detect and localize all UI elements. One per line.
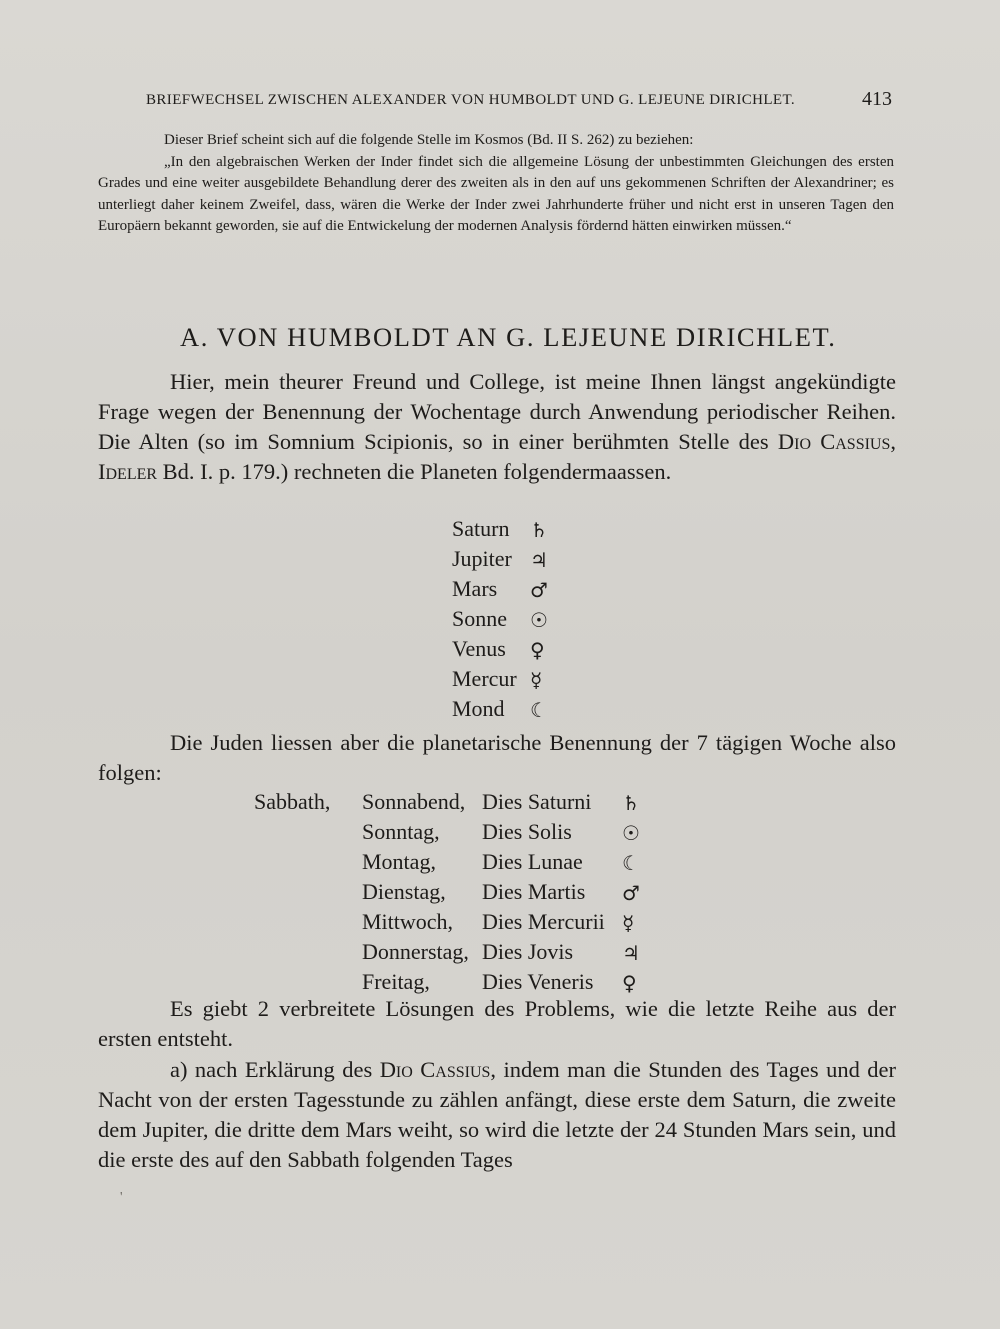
venus-icon: ♀ (622, 971, 637, 995)
weekday-german: Donnerstag, (362, 939, 469, 964)
weekday-row (254, 879, 654, 909)
mars-icon: ♂ (530, 578, 548, 602)
weekday-latin: Dies Mercurii (482, 909, 605, 934)
weekday-latin: Dies Solis (482, 819, 572, 844)
saturn-icon: ♄ (622, 791, 640, 815)
paragraph-text: Bd. I. p. 179.) rechneten die Planeten folgendermaassen. (157, 459, 672, 484)
running-head (146, 88, 896, 110)
planet-name: Venus (452, 636, 506, 661)
venus-icon: ♀ (530, 638, 545, 662)
moon-icon: ☾ (622, 851, 640, 875)
weekday-latin: Dies Lunae (482, 849, 583, 874)
running-title: BRIEFWECHSEL ZWISCHEN ALEXANDER VON HUMBOLDT UND G. LEJEUNE DIRICHLET. (146, 92, 796, 108)
planet-name: Mond (452, 696, 505, 721)
mars-icon: ♂ (622, 881, 640, 905)
weekday-row (254, 789, 654, 819)
mercury-icon: ☿ (530, 668, 543, 692)
weekday-german: Sonntag, (362, 819, 440, 844)
paragraph-text: Hier, mein theurer Freund und College, ist meine Ihnen längst angekündigte Frage wegen der Benennung der Wochentage durch Anwendung periodischer Reihen. Die Alten (so im Somnium Scipionis, so in einer berühmten Stelle des (98, 369, 896, 454)
weekday-german: Dienstag, (362, 879, 446, 904)
saturn-icon: ♄ (530, 518, 548, 542)
jupiter-icon: ♃ (622, 941, 640, 965)
footnote-intro: Dieser Brief scheint sich auf die folgende Stelle im Kosmos (Bd. II S. 262) zu beziehen: (164, 132, 694, 148)
name-dio-cassius: Dio Cassius (379, 1057, 491, 1082)
mercury-icon: ☿ (622, 911, 635, 935)
footnote (98, 130, 894, 238)
paragraph-intro (98, 367, 896, 487)
weekday-latin: Dies Jovis (482, 939, 574, 964)
planet-name: Jupiter (452, 546, 512, 571)
stray-mark: ' (120, 1190, 123, 1205)
paragraph-solution-a (98, 1055, 896, 1175)
name-ideler: Ideler (98, 459, 158, 484)
weekday-latin: Dies Veneris (482, 969, 594, 994)
planet-name: Saturn (452, 516, 510, 541)
planet-name: Mars (452, 576, 498, 601)
jupiter-icon: ♃ (530, 548, 548, 572)
name-dio-cassius: Dio Cassius (777, 429, 891, 454)
weekday-german: Sonnabend, (362, 789, 466, 814)
planet-name: Sonne (452, 606, 507, 631)
weekday-row (254, 939, 654, 969)
weekday-latin: Dies Martis (482, 879, 586, 904)
weekday-latin: Dies Saturni (482, 789, 592, 814)
paragraph-text: a) nach Erklärung des (170, 1057, 380, 1082)
paragraph-solutions: Es giebt 2 verbreitete Lösungen des Problems, wie die letzte Reihe aus der ersten entsteht. (98, 996, 896, 1051)
weekday-german: Montag, (362, 849, 436, 874)
page-number: 413 (862, 88, 892, 110)
weekday-hebrew: Sabbath, (254, 789, 331, 814)
sun-icon: ☉ (530, 608, 548, 632)
weekday-row (254, 909, 654, 939)
weekday-row (254, 849, 654, 879)
sun-icon: ☉ (622, 821, 640, 845)
letter-heading: A. VON HUMBOLDT AN G. LEJEUNE DIRICHLET. (180, 322, 837, 352)
paragraph-text: , (890, 429, 897, 454)
weekday-german: Freitag, (362, 969, 430, 994)
moon-icon: ☾ (530, 698, 548, 722)
planet-name: Mercur (452, 666, 517, 691)
weekday-row (254, 819, 654, 849)
paragraph-text: , indem man die Stunden des Tages und der Nacht von der ersten Tagesstunde zu zählen anfängt, diese erste dem Saturn, die zweite dem Jupiter, die dritte dem Mars weiht, so wird die letzte der 24 Stunden Mars sein, und die erste des auf den Sabbath folgenden Tages (98, 1057, 896, 1172)
weekday-german: Mittwoch, (362, 909, 454, 934)
paragraph-jews: Die Juden liessen aber die planetarische Benennung der 7 tägigen Woche also folgen: (98, 730, 896, 785)
weekday-table (254, 789, 654, 999)
footnote-quote: „In den algebraischen Werken der Inder findet sich die allgemeine Lösung der unbestimmten Gleichungen des ersten Grades und eine weiter ausgebildete Behandlung derer des zweiten als in den auf uns gekommenen Schriften der Alexandriner; es unterliegt daher keinem Zweifel, dass, wären die Werke der Inder zwei Jahrhunderte früher und nicht erst in unseren Tagen den Europäern bekannt geworden, sie auf die Entwickelung der modernen Analysis fördernd hätten einwirken müssen.“ (98, 153, 894, 235)
